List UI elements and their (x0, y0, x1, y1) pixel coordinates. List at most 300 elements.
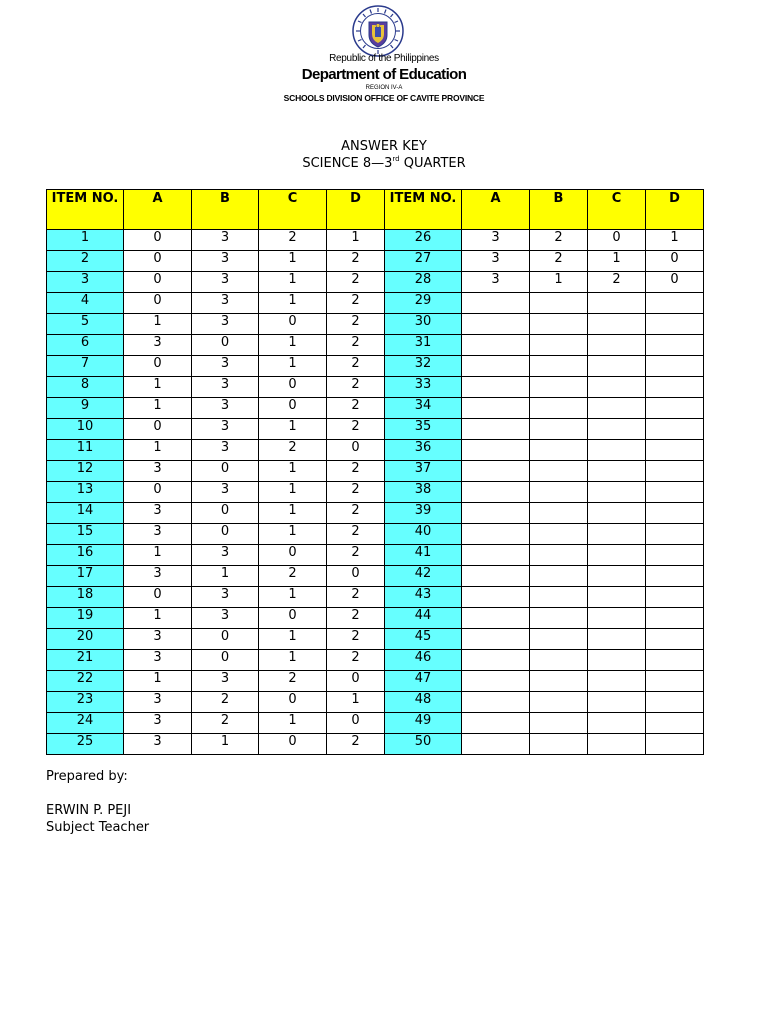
cell-c (588, 524, 646, 545)
cell-c: 0 (259, 377, 327, 398)
cell-d: 2 (327, 503, 385, 524)
table-row (47, 461, 704, 482)
cell-item-no: 27 (385, 251, 462, 272)
cell-b: 2 (530, 230, 588, 251)
cell-a (462, 734, 530, 755)
cell-b: 0 (192, 524, 259, 545)
header-item-no: ITEM NO. (47, 190, 124, 230)
cell-b (530, 524, 588, 545)
cell-b (530, 545, 588, 566)
cell-item-no: 28 (385, 272, 462, 293)
cell-a: 3 (124, 713, 192, 734)
cell-d: 0 (646, 272, 704, 293)
cell-item-no: 14 (47, 503, 124, 524)
cell-b (530, 440, 588, 461)
table-row (47, 482, 704, 503)
cell-b: 3 (192, 293, 259, 314)
cell-item-no: 18 (47, 587, 124, 608)
cell-a: 1 (124, 440, 192, 461)
cell-a (462, 713, 530, 734)
cell-item-no: 5 (47, 314, 124, 335)
cell-d: 0 (646, 251, 704, 272)
cell-c (588, 692, 646, 713)
division-heading: SCHOOLS DIVISION OFFICE OF CAVITE PROVINCE (283, 93, 485, 103)
cell-a: 0 (124, 251, 192, 272)
cell-a (462, 629, 530, 650)
cell-d: 0 (327, 566, 385, 587)
cell-item-no: 8 (47, 377, 124, 398)
table-row (47, 419, 704, 440)
cell-a (462, 566, 530, 587)
cell-a (462, 524, 530, 545)
table-row (47, 440, 704, 461)
cell-item-no: 35 (385, 419, 462, 440)
cell-d: 2 (327, 272, 385, 293)
cell-a: 3 (124, 566, 192, 587)
cell-item-no: 43 (385, 587, 462, 608)
cell-item-no: 13 (47, 482, 124, 503)
cell-a (462, 461, 530, 482)
cell-c: 2 (259, 440, 327, 461)
cell-item-no: 42 (385, 566, 462, 587)
cell-item-no: 3 (47, 272, 124, 293)
cell-a (462, 608, 530, 629)
cell-d (646, 440, 704, 461)
cell-d: 0 (327, 671, 385, 692)
prepared-by-label: Prepared by: (46, 769, 128, 784)
cell-b: 3 (192, 671, 259, 692)
table-row (47, 314, 704, 335)
cell-item-no: 36 (385, 440, 462, 461)
cell-d: 0 (327, 713, 385, 734)
cell-item-no: 4 (47, 293, 124, 314)
cell-item-no: 31 (385, 335, 462, 356)
cell-c: 1 (259, 356, 327, 377)
cell-d (646, 566, 704, 587)
cell-item-no: 45 (385, 629, 462, 650)
cell-c: 1 (259, 272, 327, 293)
cell-d (646, 419, 704, 440)
cell-d: 2 (327, 650, 385, 671)
cell-item-no: 32 (385, 356, 462, 377)
cell-d: 1 (646, 230, 704, 251)
cell-b: 2 (192, 713, 259, 734)
cell-b: 1 (530, 272, 588, 293)
cell-c: 1 (259, 503, 327, 524)
cell-d: 1 (327, 230, 385, 251)
cell-item-no: 29 (385, 293, 462, 314)
cell-d (646, 482, 704, 503)
cell-b: 0 (192, 461, 259, 482)
cell-c: 1 (259, 419, 327, 440)
cell-c (588, 734, 646, 755)
republic-heading: Republic of the Philippines (329, 53, 439, 64)
cell-c: 0 (588, 230, 646, 251)
cell-item-no: 17 (47, 566, 124, 587)
cell-c (588, 545, 646, 566)
cell-a (462, 482, 530, 503)
cell-a: 0 (124, 230, 192, 251)
cell-b (530, 377, 588, 398)
cell-item-no: 37 (385, 461, 462, 482)
cell-a (462, 398, 530, 419)
cell-d (646, 335, 704, 356)
cell-b: 3 (192, 440, 259, 461)
cell-c (588, 671, 646, 692)
header-c: C (588, 190, 646, 230)
cell-item-no: 6 (47, 335, 124, 356)
cell-item-no: 38 (385, 482, 462, 503)
cell-c (588, 608, 646, 629)
cell-d: 2 (327, 587, 385, 608)
cell-item-no: 25 (47, 734, 124, 755)
cell-b: 1 (192, 734, 259, 755)
cell-d (646, 377, 704, 398)
table-row (47, 293, 704, 314)
table-row (47, 734, 704, 755)
table-row (47, 692, 704, 713)
table-header-row (47, 190, 704, 230)
cell-c: 1 (259, 335, 327, 356)
cell-item-no: 47 (385, 671, 462, 692)
cell-item-no: 12 (47, 461, 124, 482)
cell-item-no: 49 (385, 713, 462, 734)
cell-a (462, 503, 530, 524)
cell-d (646, 650, 704, 671)
cell-a: 3 (462, 230, 530, 251)
cell-d: 2 (327, 335, 385, 356)
cell-item-no: 10 (47, 419, 124, 440)
cell-item-no: 44 (385, 608, 462, 629)
cell-d (646, 356, 704, 377)
cell-c (588, 356, 646, 377)
header-d: D (327, 190, 385, 230)
cell-c: 1 (259, 629, 327, 650)
cell-a: 3 (124, 692, 192, 713)
cell-c: 1 (259, 713, 327, 734)
cell-b (530, 650, 588, 671)
cell-c (588, 482, 646, 503)
cell-item-no: 40 (385, 524, 462, 545)
cell-b: 3 (192, 587, 259, 608)
cell-c: 2 (588, 272, 646, 293)
cell-c (588, 629, 646, 650)
cell-d (646, 734, 704, 755)
cell-d: 2 (327, 482, 385, 503)
cell-c: 0 (259, 314, 327, 335)
title-suffix: QUARTER (399, 156, 466, 171)
cell-c: 1 (588, 251, 646, 272)
cell-a: 1 (124, 608, 192, 629)
cell-d: 2 (327, 608, 385, 629)
cell-d: 2 (327, 314, 385, 335)
cell-b (530, 671, 588, 692)
answer-key-table (46, 189, 704, 755)
cell-b: 0 (192, 503, 259, 524)
cell-c: 0 (259, 545, 327, 566)
cell-d: 2 (327, 461, 385, 482)
cell-c (588, 713, 646, 734)
title-prefix: SCIENCE 8—3 (302, 156, 393, 171)
cell-d: 2 (327, 545, 385, 566)
subject-quarter-title (0, 156, 768, 171)
teacher-role: Subject Teacher (46, 820, 150, 835)
cell-c: 1 (259, 482, 327, 503)
cell-a: 3 (124, 524, 192, 545)
cell-a: 1 (124, 671, 192, 692)
cell-a: 3 (462, 251, 530, 272)
cell-item-no: 9 (47, 398, 124, 419)
cell-b (530, 734, 588, 755)
cell-c (588, 440, 646, 461)
cell-b: 0 (192, 629, 259, 650)
cell-d (646, 524, 704, 545)
cell-c (588, 650, 646, 671)
header-item-no: ITEM NO. (385, 190, 462, 230)
cell-b: 3 (192, 251, 259, 272)
cell-a (462, 440, 530, 461)
cell-d: 2 (327, 377, 385, 398)
cell-d: 2 (327, 419, 385, 440)
table-row (47, 587, 704, 608)
cell-d (646, 629, 704, 650)
cell-item-no: 16 (47, 545, 124, 566)
cell-b (530, 587, 588, 608)
cell-item-no: 23 (47, 692, 124, 713)
cell-b (530, 335, 588, 356)
cell-b (530, 461, 588, 482)
table-row (47, 251, 704, 272)
cell-b: 3 (192, 398, 259, 419)
cell-a (462, 650, 530, 671)
cell-d (646, 503, 704, 524)
cell-c: 1 (259, 461, 327, 482)
cell-c (588, 377, 646, 398)
cell-a (462, 377, 530, 398)
cell-b (530, 608, 588, 629)
cell-b (530, 713, 588, 734)
cell-a: 3 (124, 650, 192, 671)
cell-a: 1 (124, 545, 192, 566)
cell-a: 1 (124, 398, 192, 419)
cell-item-no: 11 (47, 440, 124, 461)
cell-c (588, 461, 646, 482)
cell-d (646, 692, 704, 713)
cell-item-no: 21 (47, 650, 124, 671)
cell-a (462, 692, 530, 713)
cell-a (462, 335, 530, 356)
header-c: C (259, 190, 327, 230)
cell-d (646, 314, 704, 335)
cell-b (530, 629, 588, 650)
cell-item-no: 15 (47, 524, 124, 545)
cell-b: 3 (192, 272, 259, 293)
cell-item-no: 39 (385, 503, 462, 524)
cell-d (646, 398, 704, 419)
cell-c: 1 (259, 524, 327, 545)
cell-item-no: 48 (385, 692, 462, 713)
cell-d (646, 461, 704, 482)
cell-a: 0 (124, 293, 192, 314)
cell-c (588, 587, 646, 608)
cell-b (530, 314, 588, 335)
cell-b (530, 503, 588, 524)
cell-item-no: 20 (47, 629, 124, 650)
cell-a: 0 (124, 356, 192, 377)
cell-d (646, 608, 704, 629)
cell-b: 0 (192, 335, 259, 356)
title-ordinal: rd (392, 155, 400, 163)
cell-c (588, 503, 646, 524)
cell-c: 1 (259, 251, 327, 272)
table-row (47, 356, 704, 377)
table-row (47, 650, 704, 671)
cell-d (646, 587, 704, 608)
cell-a (462, 587, 530, 608)
cell-c (588, 293, 646, 314)
cell-b: 3 (192, 545, 259, 566)
table-row (47, 608, 704, 629)
cell-c (588, 314, 646, 335)
cell-b (530, 692, 588, 713)
cell-a: 0 (124, 482, 192, 503)
cell-c (588, 398, 646, 419)
cell-c: 0 (259, 734, 327, 755)
cell-item-no: 19 (47, 608, 124, 629)
cell-b: 3 (192, 377, 259, 398)
cell-a (462, 671, 530, 692)
cell-item-no: 2 (47, 251, 124, 272)
cell-b (530, 566, 588, 587)
cell-b (530, 419, 588, 440)
cell-d: 1 (327, 692, 385, 713)
cell-b (530, 293, 588, 314)
cell-c: 1 (259, 650, 327, 671)
cell-item-no: 46 (385, 650, 462, 671)
cell-a: 3 (124, 503, 192, 524)
cell-c: 2 (259, 566, 327, 587)
cell-d: 2 (327, 524, 385, 545)
cell-b (530, 482, 588, 503)
table-row (47, 230, 704, 251)
cell-d: 2 (327, 293, 385, 314)
cell-b (530, 398, 588, 419)
cell-a: 1 (124, 314, 192, 335)
cell-c: 0 (259, 608, 327, 629)
cell-d: 2 (327, 734, 385, 755)
cell-d (646, 545, 704, 566)
cell-d: 0 (327, 440, 385, 461)
table-row (47, 566, 704, 587)
cell-b: 2 (192, 692, 259, 713)
cell-c: 1 (259, 587, 327, 608)
table-row (47, 671, 704, 692)
cell-c (588, 566, 646, 587)
cell-a (462, 545, 530, 566)
cell-a: 3 (124, 461, 192, 482)
table-row (47, 524, 704, 545)
table-row (47, 377, 704, 398)
region-heading: REGION IV-A (365, 85, 403, 91)
cell-a: 1 (124, 377, 192, 398)
cell-item-no: 22 (47, 671, 124, 692)
answer-key-title: ANSWER KEY (341, 139, 427, 154)
cell-item-no: 1 (47, 230, 124, 251)
cell-item-no: 50 (385, 734, 462, 755)
cell-b: 3 (192, 482, 259, 503)
table-row (47, 503, 704, 524)
cell-b (530, 356, 588, 377)
cell-a (462, 419, 530, 440)
cell-b: 1 (192, 566, 259, 587)
cell-b: 3 (192, 230, 259, 251)
cell-a (462, 314, 530, 335)
header-a: A (462, 190, 530, 230)
cell-b: 3 (192, 608, 259, 629)
cell-d: 2 (327, 398, 385, 419)
cell-c: 0 (259, 398, 327, 419)
table-row (47, 272, 704, 293)
cell-b: 2 (530, 251, 588, 272)
deped-seal-icon (352, 5, 404, 57)
cell-item-no: 24 (47, 713, 124, 734)
cell-d: 2 (327, 251, 385, 272)
cell-c: 1 (259, 293, 327, 314)
cell-a (462, 293, 530, 314)
cell-b: 3 (192, 314, 259, 335)
cell-b: 3 (192, 356, 259, 377)
table-row (47, 713, 704, 734)
header-b: B (192, 190, 259, 230)
cell-a: 3 (124, 629, 192, 650)
cell-item-no: 41 (385, 545, 462, 566)
table-row (47, 335, 704, 356)
table-row (47, 629, 704, 650)
cell-item-no: 33 (385, 377, 462, 398)
header-b: B (530, 190, 588, 230)
table-row (47, 545, 704, 566)
cell-a: 3 (124, 734, 192, 755)
cell-d: 2 (327, 629, 385, 650)
cell-d (646, 671, 704, 692)
cell-item-no: 7 (47, 356, 124, 377)
cell-item-no: 26 (385, 230, 462, 251)
cell-item-no: 34 (385, 398, 462, 419)
cell-a: 3 (462, 272, 530, 293)
cell-b: 0 (192, 650, 259, 671)
cell-d: 2 (327, 356, 385, 377)
cell-a (462, 356, 530, 377)
cell-a: 3 (124, 335, 192, 356)
cell-b: 3 (192, 419, 259, 440)
cell-c (588, 419, 646, 440)
cell-c (588, 335, 646, 356)
cell-a: 0 (124, 419, 192, 440)
cell-c: 2 (259, 671, 327, 692)
cell-d (646, 293, 704, 314)
cell-a: 0 (124, 587, 192, 608)
department-heading: Department of Education (301, 66, 467, 83)
cell-item-no: 30 (385, 314, 462, 335)
table-row (47, 398, 704, 419)
cell-c: 2 (259, 230, 327, 251)
header-a: A (124, 190, 192, 230)
teacher-name: ERWIN P. PEJI (46, 803, 132, 818)
cell-c: 0 (259, 692, 327, 713)
cell-a: 0 (124, 272, 192, 293)
header-d: D (646, 190, 704, 230)
cell-d (646, 713, 704, 734)
